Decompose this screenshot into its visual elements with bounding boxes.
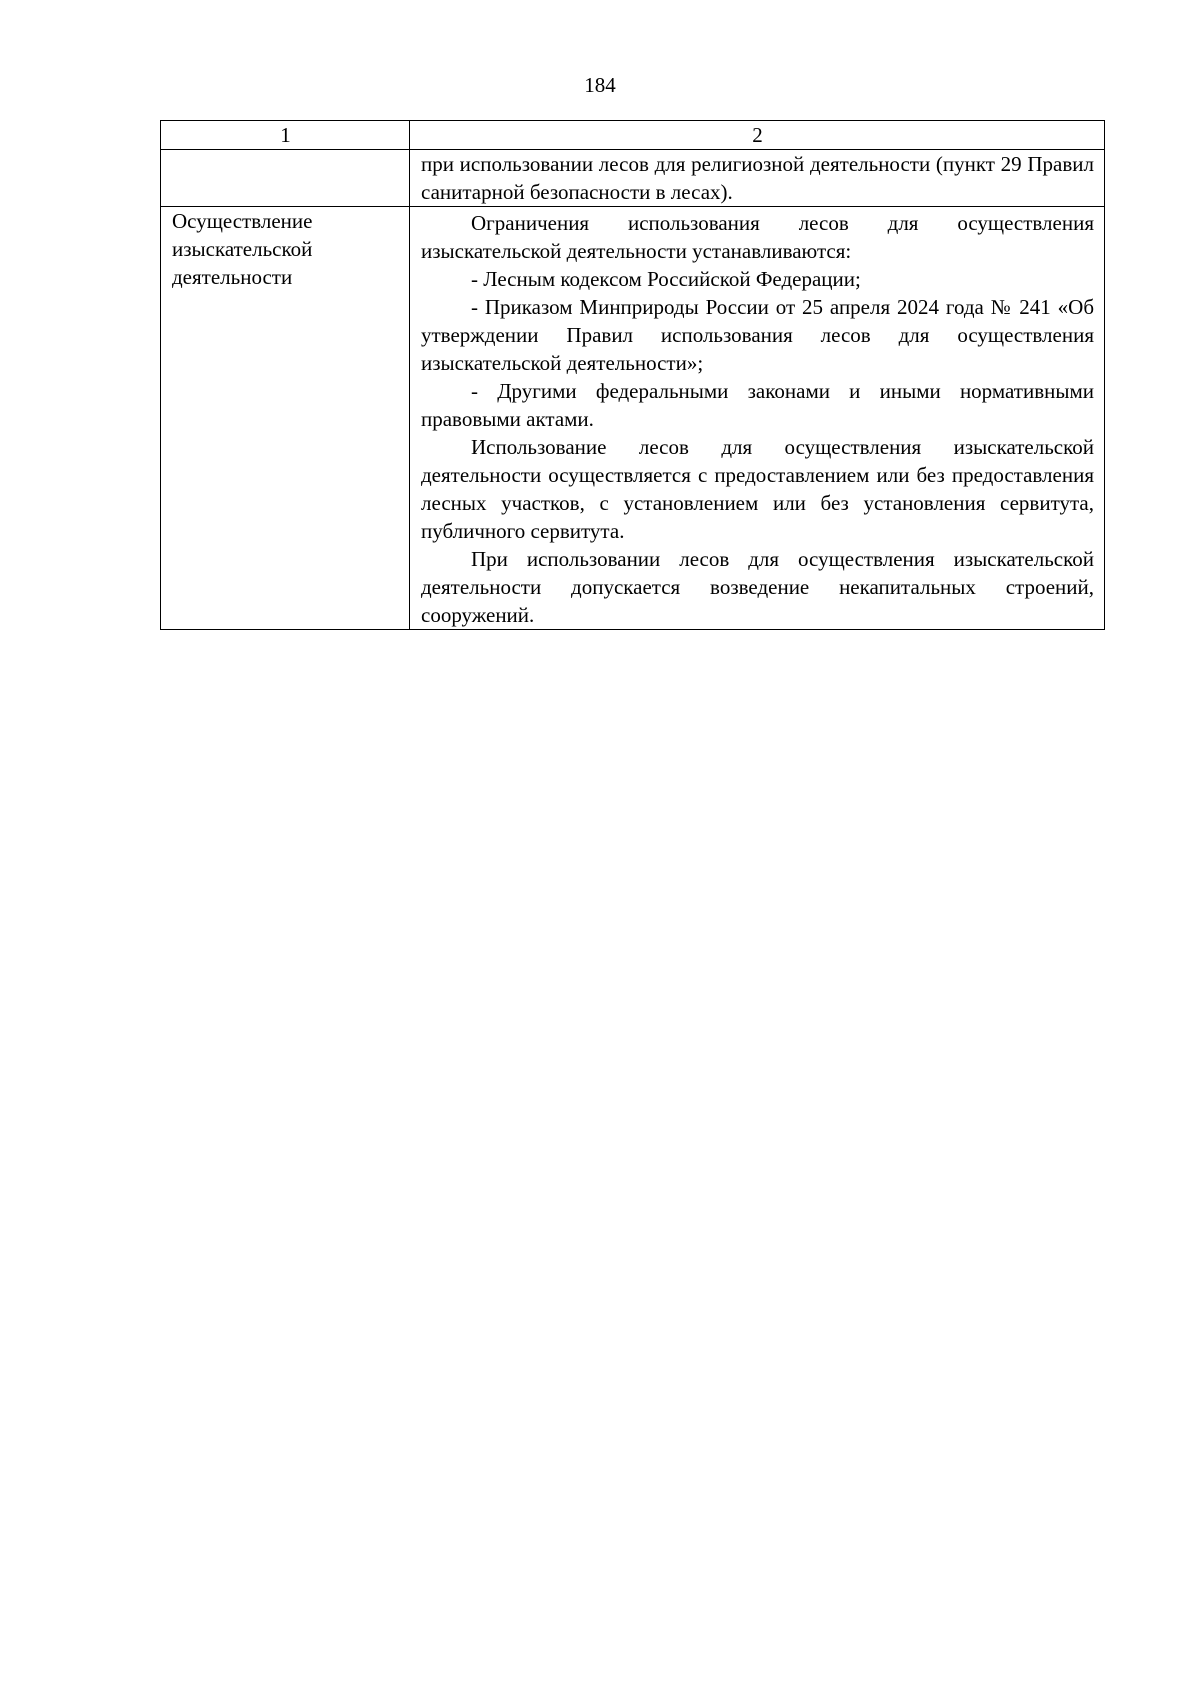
page-number: 184: [584, 73, 616, 97]
table-row: [161, 150, 1105, 207]
table-row: [161, 207, 1105, 630]
list-item: - Другими федеральными законами и иными нормативными правовыми актами.: [421, 379, 1094, 431]
column-header-1: 1: [161, 121, 410, 150]
activity-name-line: Осуществление: [172, 209, 313, 233]
column-header-2: 2: [410, 121, 1105, 150]
activity-name-cell: [161, 207, 410, 630]
paragraph: Использование лесов для осуществления изыскательской деятельности осуществляется с предоставлением или без предоставления лесных участков, с установлением или без установления сервитута, публичного сервитута.: [421, 435, 1094, 543]
activity-name-line: изыскательской: [172, 237, 313, 261]
paragraph: Ограничения использования лесов для осуществления изыскательской деятельности устанавливаются:: [421, 211, 1094, 263]
list-item: - Приказом Минприроды России от 25 апреля 2024 года № 241 «Об утверждении Правил использования лесов для осуществления изыскательской деятельности»;: [421, 295, 1094, 375]
continuation-paragraph: при использовании лесов для религиозной деятельности (пункт 29 Правил санитарной безопасности в лесах).: [421, 152, 1094, 204]
table-header-row: [161, 121, 1105, 150]
list-item: - Лесным кодексом Российской Федерации;: [471, 267, 861, 291]
activity-name-line: деятельности: [172, 265, 293, 289]
activity-description-cell: [410, 207, 1105, 630]
document-table: [160, 120, 1105, 630]
table-cell-empty: [161, 150, 410, 207]
table-cell-text: [410, 150, 1105, 207]
paragraph: При использовании лесов для осуществления изыскательской деятельности допускается возведение некапитальных строений, сооружений.: [421, 547, 1094, 627]
